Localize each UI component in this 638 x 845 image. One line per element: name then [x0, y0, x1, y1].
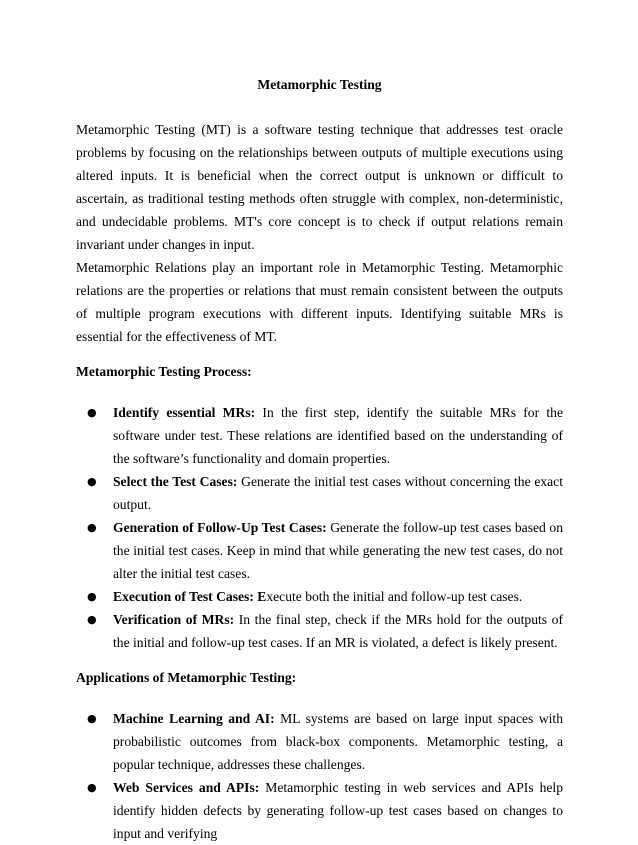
item-term: Identify essential MRs:	[113, 405, 256, 420]
intro-paragraph-2: Metamorphic Relations play an important role in Metamorphic Testing. Metamorphic relations are the properties or relations that must remain consistent between the outputs of multiple program executions with different inputs. Identifying suitable MRs is essential for the effectiveness of MT.	[76, 260, 563, 344]
bullet-icon: ●	[87, 590, 97, 603]
intro-paragraph-1: Metamorphic Testing (MT) is a software testing technique that addresses test oracle problems by focusing on the relationships between outputs of multiple executions using altered inputs. It is beneficial when the correct output is unknown or difficult to ascertain, as traditional testing methods often struggle with complex, non-deterministic, and undecidable problems. MT's core concept is to check if output relations remain invariant under changes in input.	[76, 122, 563, 252]
list-item	[87, 707, 563, 776]
bullet-icon: ●	[87, 781, 97, 794]
bullet-icon: ●	[87, 406, 97, 419]
item-text: Generate the initial test cases without concerning the exact output.	[113, 474, 563, 512]
item-term: Web Services and APIs:	[113, 780, 260, 795]
bullet-icon: ●	[87, 613, 97, 626]
list-item	[87, 776, 563, 845]
item-text: Metamorphic testing in web services and APIs help identify hidden defects by generating follow-up test cases based on changes to input and verifying	[113, 780, 563, 841]
item-text: Generate the follow-up test cases based on the initial test cases. Keep in mind that while generating the new test cases, do not alter the initial test cases.	[113, 520, 563, 581]
document-title: Metamorphic Testing	[257, 77, 382, 92]
item-term: Execution of Test Cases: E	[113, 589, 267, 604]
list-item	[87, 516, 563, 585]
process-list	[76, 401, 563, 654]
item-term: Machine Learning and AI:	[113, 711, 275, 726]
list-item	[87, 585, 563, 608]
item-term: Select the Test Cases:	[113, 474, 238, 489]
item-text: xecute both the initial and follow-up test cases.	[266, 589, 523, 604]
item-text: ML systems are based on large input spaces with probabilistic outcomes from black-box components. Metamorphic testing, a popular technique, addresses these challenges.	[113, 711, 563, 772]
list-item	[87, 401, 563, 470]
applications-heading: Applications of Metamorphic Testing:	[76, 670, 297, 685]
list-item	[87, 608, 563, 654]
item-text: In the final step, check if the MRs hold for the outputs of the initial and follow-up test cases. If an MR is violated, a defect is likely present.	[113, 612, 563, 650]
item-term: Verification of MRs:	[113, 612, 235, 627]
list-item	[87, 470, 563, 516]
bullet-icon: ●	[87, 475, 97, 488]
item-text: In the first step, identify the suitable MRs for the software under test. These relations are identified based on the understanding of the software’s functionality and domain properties.	[113, 405, 563, 466]
bullet-icon: ●	[87, 712, 97, 725]
bullet-icon: ●	[87, 521, 97, 534]
process-heading: Metamorphic Testing Process:	[76, 364, 252, 379]
item-term: Generation of Follow-Up Test Cases:	[113, 520, 327, 535]
applications-list	[76, 707, 563, 845]
